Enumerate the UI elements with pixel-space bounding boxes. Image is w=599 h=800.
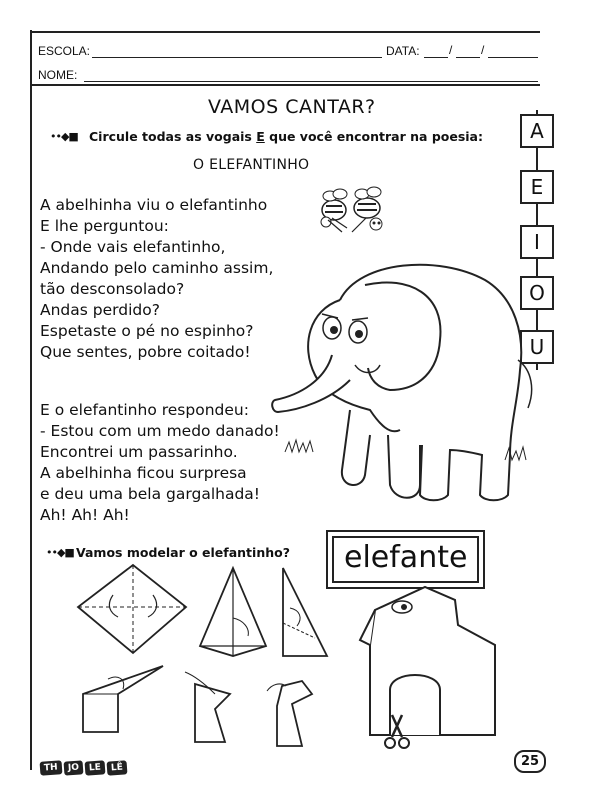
header-bottom-rule — [30, 84, 540, 86]
origami-step-5-icon — [175, 664, 245, 744]
date-month-field[interactable] — [456, 57, 480, 58]
bullet-icon: ••◆■ — [46, 546, 74, 559]
logo-part: LÊ — [106, 760, 127, 775]
page-title: VAMOS CANTAR? — [208, 96, 376, 118]
poem-line: Andando pelo caminho assim, — [40, 259, 274, 277]
vowel-card-e: E — [520, 170, 554, 204]
poem-line: Andas perdido? — [40, 301, 160, 319]
poem-line: Ah! Ah! Ah! — [40, 506, 130, 524]
origami-step-1-icon — [78, 565, 188, 655]
instruction-model-elephant: Vamos modelar o elefantinho? — [76, 545, 290, 560]
date-year-field[interactable] — [488, 57, 538, 58]
poem-stanza-1 — [40, 195, 273, 363]
scissors-icon — [382, 715, 412, 751]
date-separator: / — [449, 43, 453, 57]
vowel-card-i: I — [520, 225, 554, 259]
poem-title: O ELEFANTINHO — [193, 157, 310, 173]
bullet-icon: ••◆■ — [50, 130, 78, 143]
name-field[interactable] — [84, 81, 538, 82]
instruction-text: Circule todas as vogais — [89, 129, 257, 144]
word-card-text: elefante — [332, 536, 479, 583]
name-label: NOME: — [38, 68, 78, 82]
poem-stanza-2 — [40, 400, 280, 526]
logo-part: JO — [63, 760, 83, 775]
poem-line: tão desconsolado? — [40, 280, 185, 298]
poem-line: e deu uma bela gargalhada! — [40, 485, 260, 503]
instruction-text: que você encontrar na poesia: — [264, 129, 483, 144]
origami-step-2-icon — [198, 568, 268, 658]
origami-step-6-icon — [262, 676, 322, 751]
word-card — [326, 530, 485, 589]
school-field[interactable] — [92, 57, 382, 58]
page-number: 25 — [514, 750, 546, 773]
poem-line: A abelhinha viu o elefantinho — [40, 196, 268, 214]
date-day-field[interactable] — [424, 57, 448, 58]
origami-step-3-icon — [275, 568, 335, 658]
bees-icon — [312, 182, 392, 242]
poem-line: E lhe perguntou: — [40, 217, 169, 235]
vowel-card-o: O — [520, 276, 554, 310]
poem-line: Que sentes, pobre coitado! — [40, 343, 251, 361]
origami-elephant-icon — [360, 585, 500, 745]
poem-line: A abelhinha ficou surpresa — [40, 464, 247, 482]
elephant-icon — [270, 240, 540, 520]
series-logo — [40, 755, 128, 775]
instruction-circle-vowels — [89, 129, 483, 144]
vowel-card-u: U — [520, 330, 554, 364]
logo-part: LE — [84, 760, 105, 775]
poem-line: E o elefantinho respondeu: — [40, 401, 249, 419]
school-label: ESCOLA: — [38, 44, 91, 58]
date-label: DATA: — [386, 44, 420, 58]
poem-line: Encontrei um passarinho. — [40, 443, 238, 461]
vowel-card-a: A — [520, 114, 554, 148]
poem-line: Espetaste o pé no espinho? — [40, 322, 254, 340]
poem-line: - Estou com um medo danado! — [40, 422, 280, 440]
logo-part: TH — [40, 760, 63, 775]
origami-step-4-icon — [78, 664, 168, 734]
date-separator: / — [481, 43, 485, 57]
instruction-vowel: E — [256, 129, 265, 144]
header-top-rule — [30, 31, 540, 33]
poem-line: - Onde vais elefantinho, — [40, 238, 226, 256]
